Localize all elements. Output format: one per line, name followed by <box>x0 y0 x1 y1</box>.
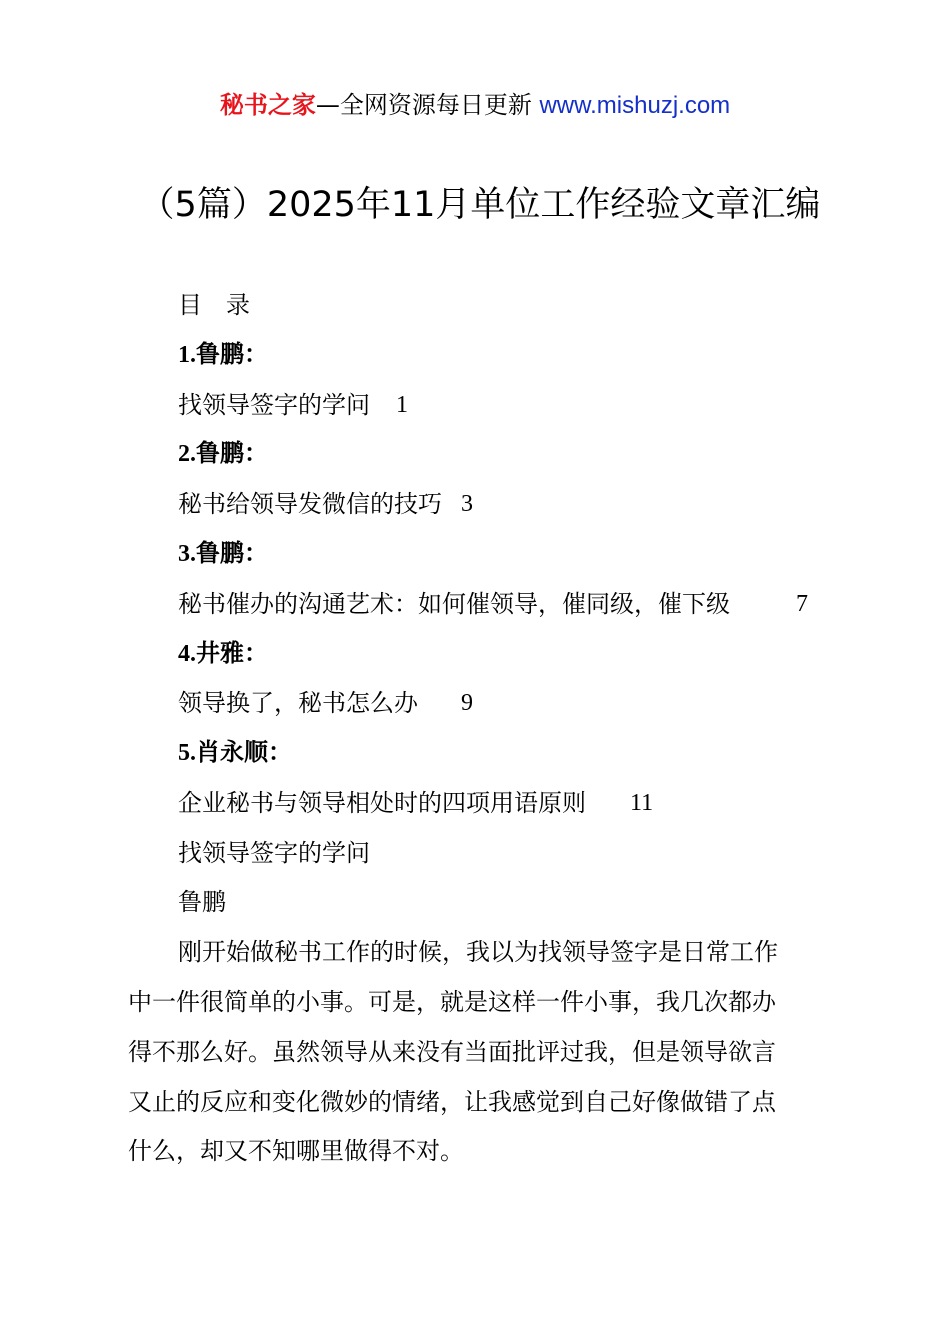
toc-entry-5[interactable] <box>178 786 678 820</box>
toc-page-number: 3 <box>461 491 473 517</box>
toc-author-3: 3.鲁鹏： <box>178 541 268 567</box>
toc-author-5: 5.肖永顺： <box>178 740 292 766</box>
toc-entry-1[interactable] <box>178 388 438 422</box>
toc-article-title: 找领导签字的学问 <box>178 391 370 419</box>
toc-heading: 目 录 <box>178 291 250 319</box>
toc-article-title: 领导换了，秘书怎么办 <box>178 689 418 717</box>
site-url[interactable]: www.mishuzj.com <box>539 92 731 119</box>
toc-entry-2[interactable] <box>178 487 488 521</box>
article-paragraph-line: 得不那么好。虽然领导从来没有当面批评过我，但是领导欲言 <box>128 1038 776 1066</box>
article-paragraph-line: 中一件很简单的小事。可是，就是这样一件小事，我几次都办 <box>128 988 776 1016</box>
toc-author-4: 4.井雅： <box>178 641 268 667</box>
toc-article-title: 秘书给领导发微信的技巧 <box>178 490 442 518</box>
toc-entry-4[interactable] <box>178 686 488 720</box>
toc-page-number: 1 <box>396 392 408 418</box>
site-header <box>0 88 950 123</box>
toc-page-number: 9 <box>461 690 473 716</box>
toc-article-title: 秘书催办的沟通艺术：如何催领导，催同级，催下级 <box>178 590 730 618</box>
toc-author-2: 2.鲁鹏： <box>178 441 268 467</box>
site-tagline: —全网资源每日更新 <box>315 91 532 119</box>
article-paragraph-line: 刚开始做秘书工作的时候，我以为找领导签字是日常工作 <box>178 938 778 966</box>
toc-article-title: 企业秘书与领导相处时的四项用语原则 <box>178 789 586 817</box>
brand-name: 秘书之家 <box>219 91 316 119</box>
article-author: 鲁鹏 <box>178 888 226 916</box>
article-paragraph-line: 又止的反应和变化微妙的情绪，让我感觉到自己好像做错了点 <box>128 1088 776 1116</box>
document-title: （5篇）2025年11月单位工作经验文章汇编 <box>139 185 821 225</box>
toc-author-1: 1.鲁鹏： <box>178 342 268 368</box>
article-title: 找领导签字的学问 <box>178 839 370 867</box>
article-paragraph-line: 什么，却又不知哪里做得不对。 <box>128 1137 464 1165</box>
toc-page-number: 11 <box>630 790 654 816</box>
toc-entry-3[interactable] <box>178 587 828 621</box>
toc-page-number: 7 <box>796 591 808 617</box>
